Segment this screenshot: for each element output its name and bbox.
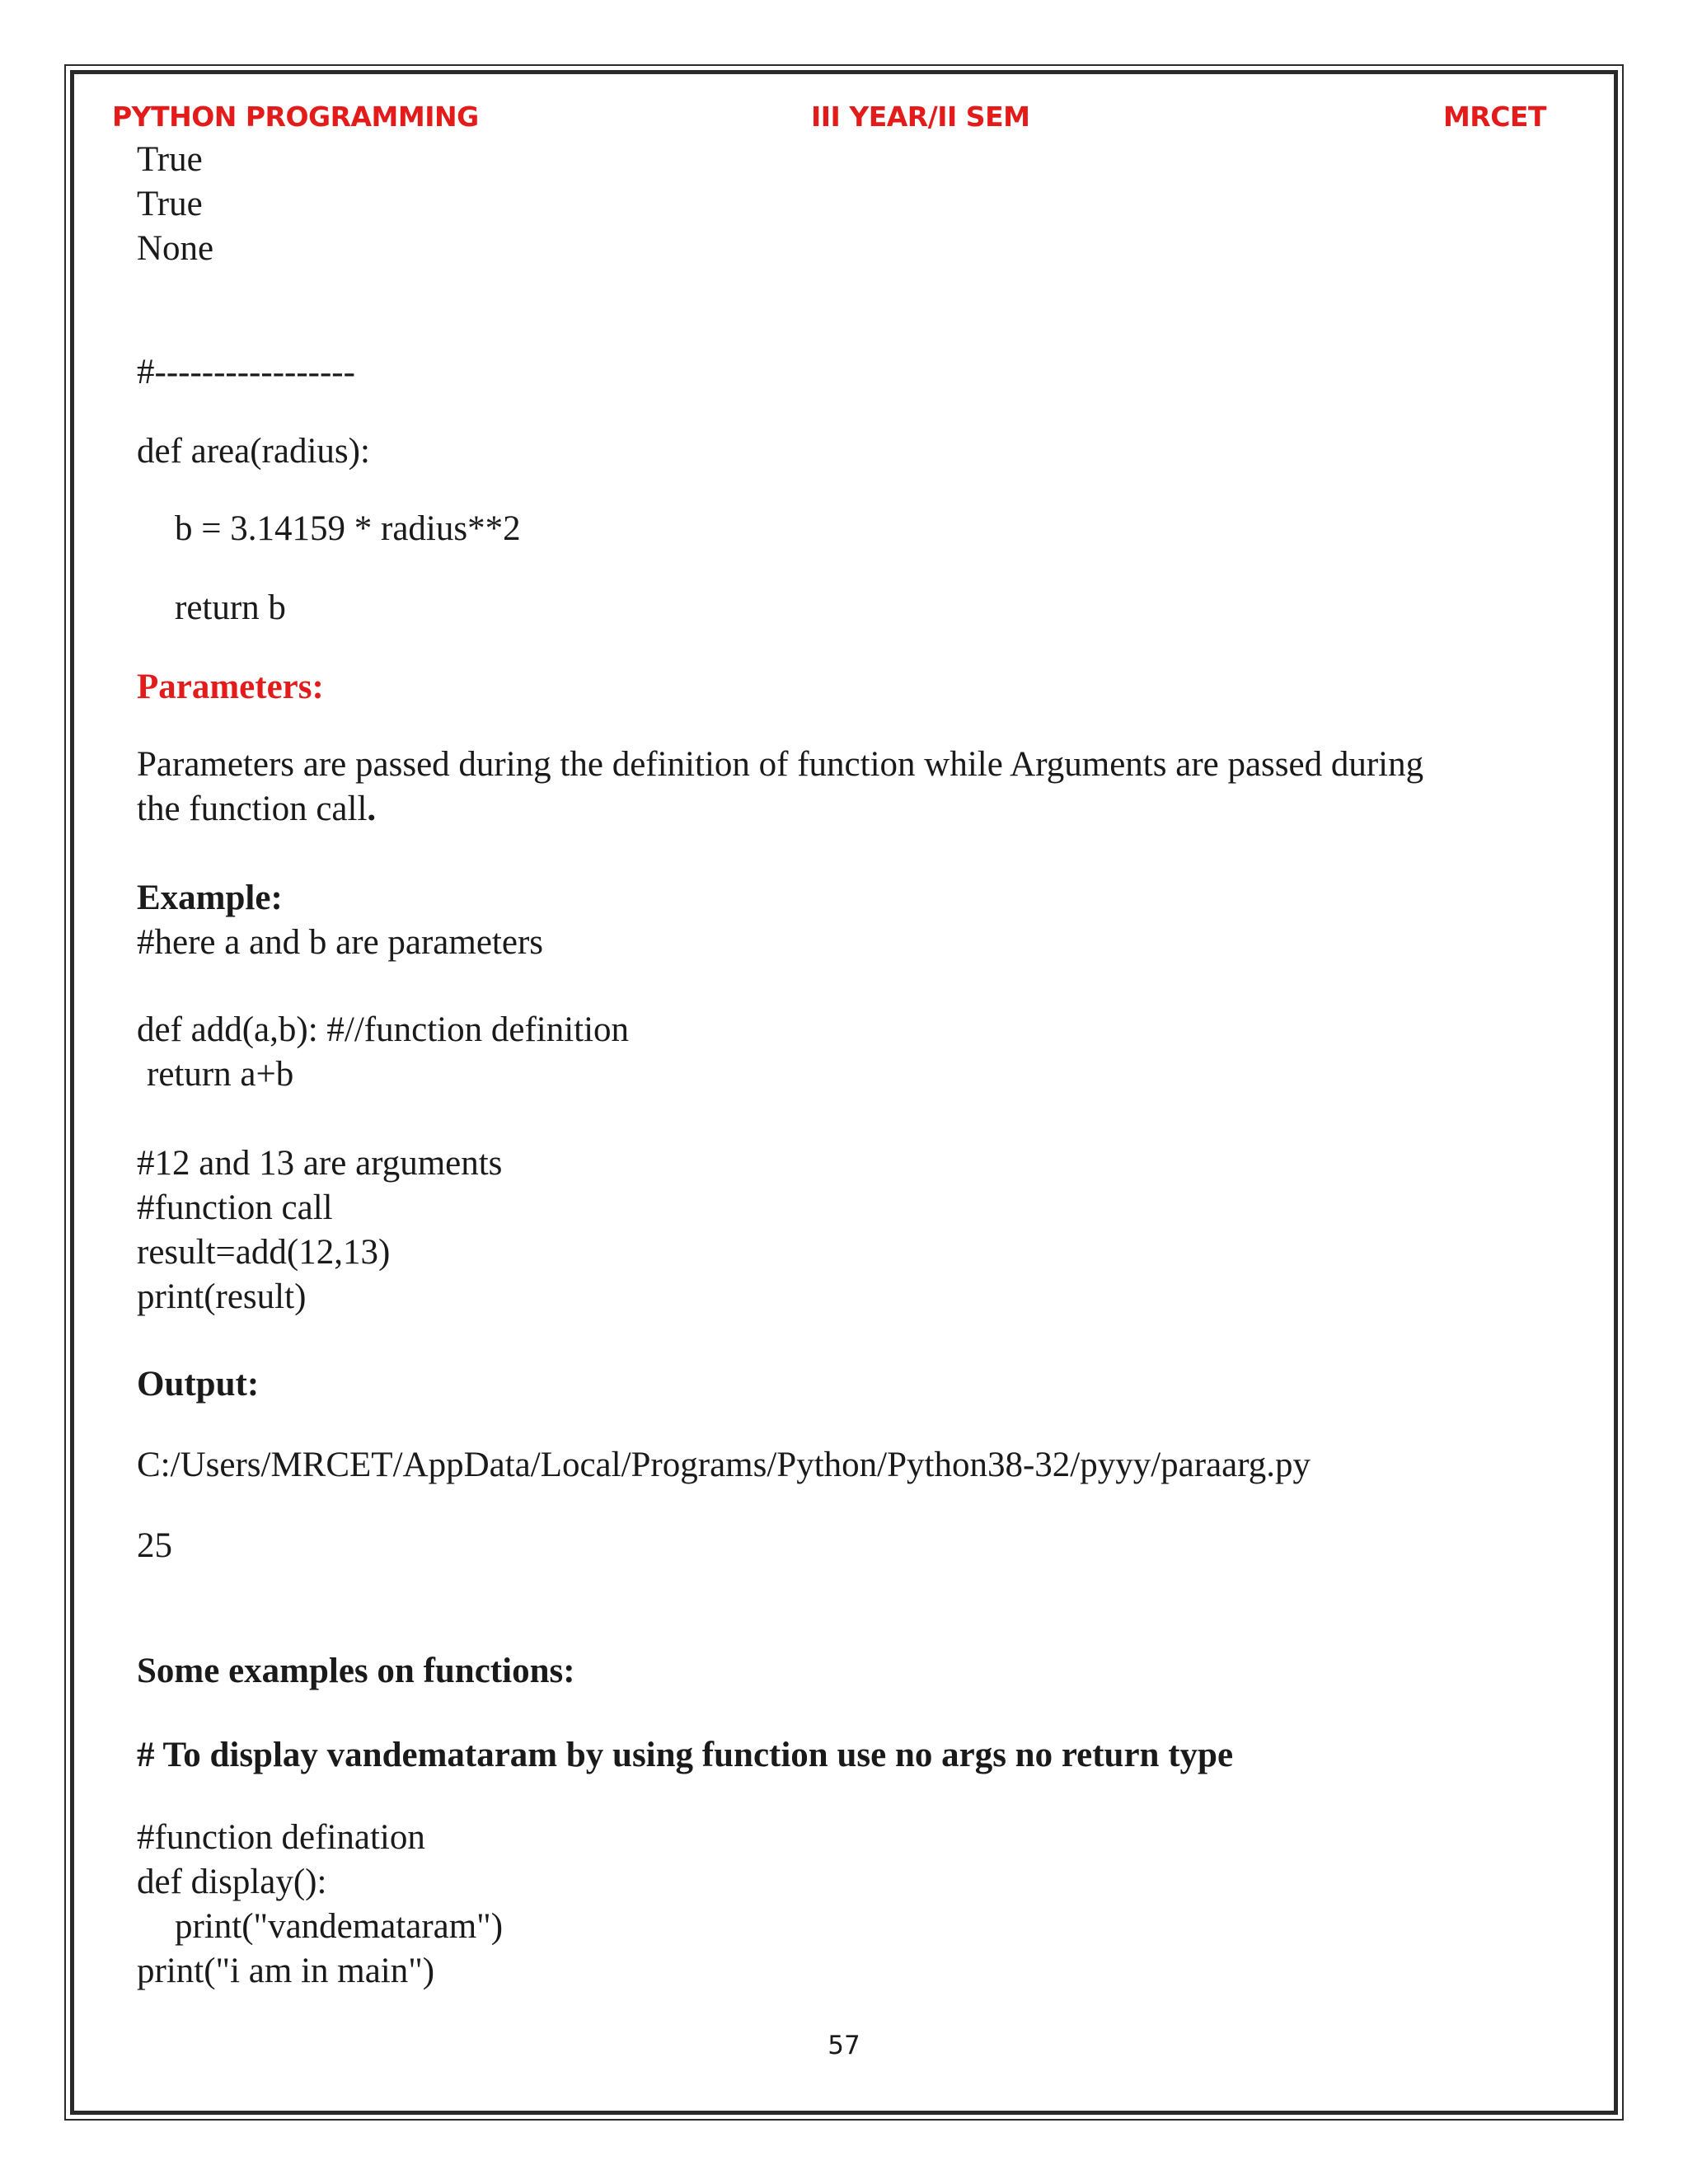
- code-comment-function-defination: #function defination: [137, 1818, 425, 1857]
- output-script-path: C:/Users/MRCET/AppData/Local/Programs/Python/Python38-32/pyyy/paraarg.py: [137, 1446, 1311, 1484]
- code-print-result: print(result): [137, 1277, 307, 1316]
- code-area-formula: b = 3.14159 * radius**2: [175, 509, 521, 548]
- header-institution: MRCET: [1442, 101, 1546, 133]
- paragraph-parameters-period: .: [367, 790, 377, 828]
- code-def-add: def add(a,b): #//function definition: [137, 1010, 630, 1049]
- code-comment-parameters: #here a and b are parameters: [137, 923, 544, 962]
- code-print-vandemataram: print("vandemataram"): [175, 1907, 504, 1946]
- code-return-b: return b: [175, 588, 286, 627]
- output-line-true-2: True: [137, 185, 203, 223]
- code-result-assignment: result=add(12,13): [137, 1233, 391, 1272]
- code-comment-arguments: #12 and 13 are arguments: [137, 1144, 503, 1183]
- heading-some-examples: Some examples on functions:: [137, 1652, 575, 1690]
- section-heading-parameters: Parameters:: [137, 668, 324, 706]
- code-def-area: def area(radius):: [137, 432, 370, 471]
- header-year-semester: III YEAR/II SEM: [811, 101, 1030, 133]
- heading-example: Example:: [137, 879, 283, 917]
- paragraph-parameters-text: the function call: [137, 790, 368, 828]
- output-line-true-1: True: [137, 140, 203, 179]
- output-value-25: 25: [137, 1526, 172, 1565]
- code-print-main: print("i am in main"): [137, 1952, 435, 1990]
- code-comment-function-call: #function call: [137, 1188, 333, 1227]
- paragraph-parameters-line-2: [137, 791, 376, 827]
- page-number: 57: [828, 2031, 860, 2060]
- heading-display-vandemataram: # To display vandemataram by using function use no args no return type: [137, 1736, 1234, 1774]
- page-header: [112, 101, 1546, 140]
- paragraph-parameters-line-1: Parameters are passed during the definition of function while Arguments are passed during: [137, 745, 1424, 784]
- code-def-display: def display():: [137, 1863, 327, 1901]
- header-course-title: PYTHON PROGRAMMING: [112, 101, 479, 133]
- output-line-none: None: [137, 229, 214, 268]
- code-return-sum: return a+b: [147, 1055, 294, 1094]
- separator-comment: #-----------------: [137, 353, 355, 391]
- heading-output: Output:: [137, 1365, 260, 1404]
